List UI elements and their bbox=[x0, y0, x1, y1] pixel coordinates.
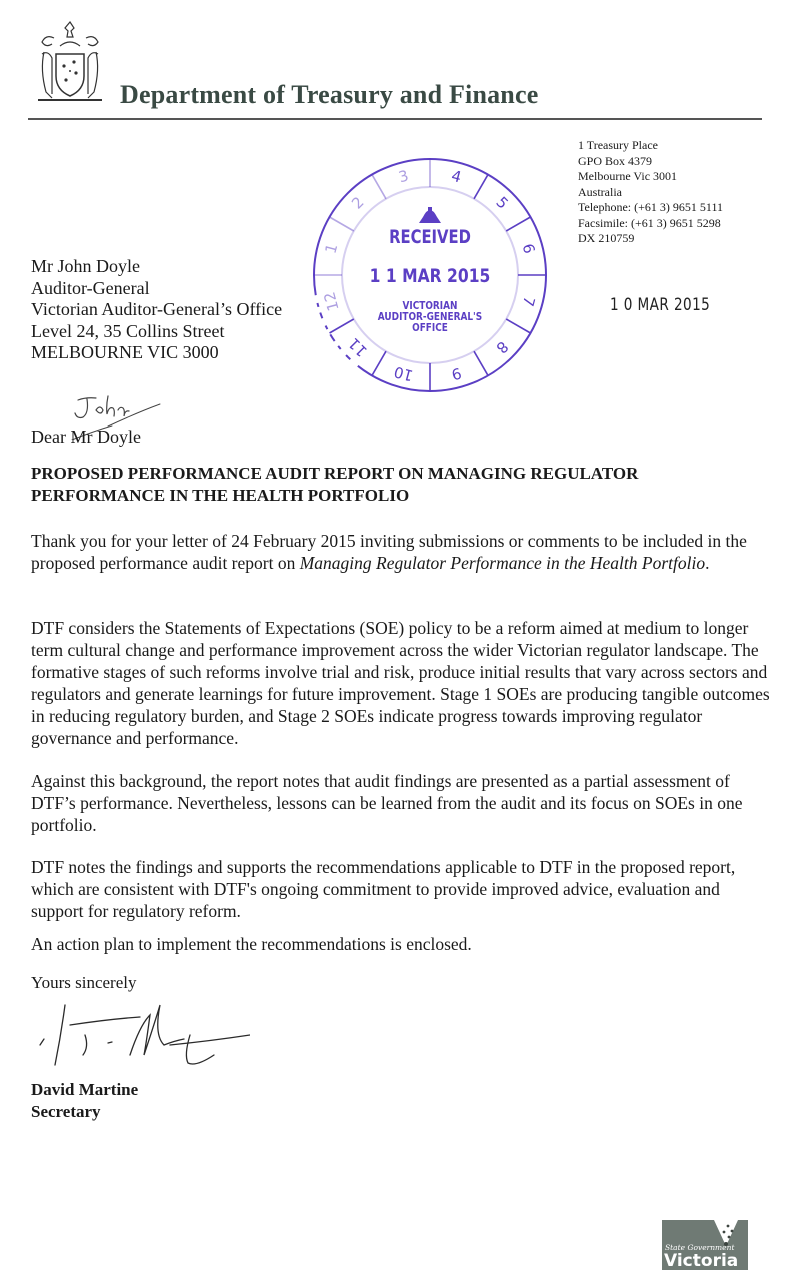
stamp-divider bbox=[506, 319, 530, 333]
body-paragraph: An action plan to implement the recommendations is enclosed. bbox=[31, 934, 472, 954]
stamp-ring-number: 3 bbox=[396, 166, 411, 187]
logo-line: State Government bbox=[665, 1243, 735, 1252]
body-paragraph: DTF notes the findings and supports the recommendations applicable to DTF in the proposed report, which are consistent with DTF's ongoing commitment to provide improved advice, evaluation and support for regulatory reform. bbox=[31, 857, 736, 921]
letter-date: 1 0 MAR 2015 bbox=[610, 295, 711, 315]
stamp-org-line: OFFICE bbox=[412, 322, 448, 335]
stamp-title: RECEIVED bbox=[389, 226, 471, 249]
recipient-line: Mr John Doyle bbox=[31, 256, 140, 276]
address-line: Facsimile: (+61 3) 9651 5298 bbox=[578, 215, 721, 230]
address-line: DX 210759 bbox=[578, 231, 635, 245]
recipient-line: Victorian Auditor-General’s Office bbox=[31, 299, 283, 319]
sender-address bbox=[578, 138, 723, 247]
stamp-ring-number: 7 bbox=[518, 294, 539, 309]
recipient-line: Level 24, 35 Collins Street bbox=[31, 320, 225, 341]
victoria-coat-of-arms-icon bbox=[30, 18, 110, 108]
bell-icon bbox=[419, 207, 441, 223]
paragraph-text: . bbox=[705, 553, 710, 573]
stamp-ring-number: 10 bbox=[392, 362, 416, 385]
stamp-ring-number: 11 bbox=[344, 334, 371, 361]
paragraph-text: Thank you for your letter of 24 February 2015 inviting submissions or comments to be included in the proposed performance audit report on bbox=[31, 531, 747, 573]
logo-line: Victoria bbox=[664, 1251, 739, 1270]
stamp-divider bbox=[506, 217, 530, 231]
signatory-title: Secretary bbox=[31, 1102, 101, 1121]
letter-subject: PROPOSED PERFORMANCE AUDIT REPORT ON MANAGING REGULATOR PERFORMANCE IN THE HEALTH PORTFOLIO bbox=[31, 464, 639, 505]
body-paragraph bbox=[31, 530, 776, 574]
stamp-ring-number: 8 bbox=[492, 337, 512, 357]
stamp-ring-number: 12 bbox=[320, 289, 343, 313]
stamp-divider bbox=[474, 351, 488, 375]
stamp-ring-number: 9 bbox=[449, 363, 464, 384]
stamp-org-line: VICTORIAN bbox=[402, 300, 458, 313]
stamp-ring-number: 5 bbox=[492, 193, 512, 213]
signatory-name: David Martine bbox=[31, 1080, 139, 1099]
stamp-divider bbox=[330, 319, 354, 333]
department-title: Department of Treasury and Finance bbox=[120, 80, 539, 109]
header-divider bbox=[28, 118, 762, 120]
recipient-address bbox=[31, 256, 282, 364]
closing: Yours sincerely bbox=[31, 973, 137, 992]
address-line: GPO Box 4379 bbox=[578, 153, 653, 168]
stamp-org-line: AUDITOR-GENERAL'S bbox=[377, 311, 483, 324]
address-line: Telephone: (+61 3) 9651 5111 bbox=[578, 200, 724, 214]
recipient-line: Auditor-General bbox=[31, 277, 150, 298]
report-title: Managing Regulator Performance in the Health Portfolio bbox=[299, 553, 706, 573]
signature bbox=[30, 995, 250, 1075]
body-paragraph: Against this background, the report notes that audit findings are presented as a partial assessment of DTF’s performance. Nevertheless, lessons can be learned from the audit and its focus on SOEs in one portfolio. bbox=[31, 771, 743, 835]
address-line: 1 Treasury Place bbox=[578, 138, 658, 152]
received-stamp bbox=[310, 155, 550, 395]
stamp-divider bbox=[372, 175, 386, 199]
stamp-ring-number: 6 bbox=[518, 241, 539, 256]
address-line: Melbourne Vic 3001 bbox=[578, 169, 678, 183]
salutation: Dear Mr Doyle bbox=[31, 427, 141, 447]
stamp-date: 1 1 MAR 2015 bbox=[369, 265, 491, 288]
recipient-line: MELBOURNE VIC 3000 bbox=[31, 342, 219, 362]
stamp-ring-number: 2 bbox=[348, 193, 368, 213]
address-line: Australia bbox=[578, 184, 622, 199]
stamp-ring-number: 1 bbox=[321, 241, 342, 256]
stamp-divider bbox=[330, 217, 354, 231]
stamp-divider bbox=[474, 175, 488, 199]
stamp-ring-number: 4 bbox=[449, 166, 464, 187]
state-government-victoria-logo bbox=[662, 1220, 748, 1270]
body-paragraph: DTF considers the Statements of Expectations (SOE) policy to be a reform aimed at medium to longer term cultural change and performance improvement across the wider Victorian regulator landscape. The formative stages of such reforms involve trial and risk, produce initial results that vary across sectors and regulators and generate learnings for future improvement. Stage 1 SOEs are producing tangible outcomes in reducing regulatory burden, and Stage 2 SOEs indicate progress towards improving regulator governance and performance. bbox=[31, 618, 770, 748]
stamp-divider bbox=[372, 351, 386, 375]
